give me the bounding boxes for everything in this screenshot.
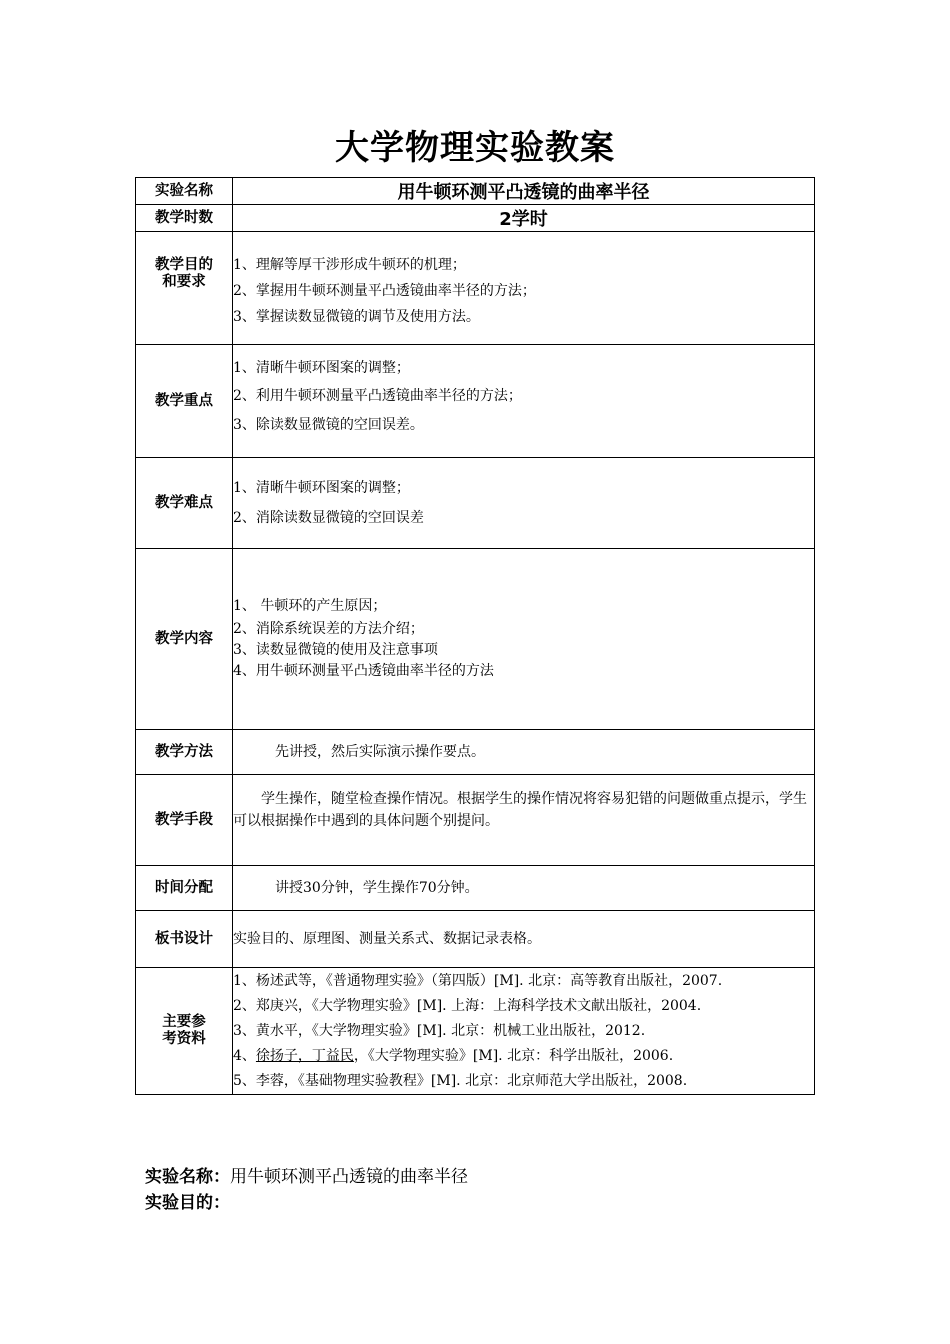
row-references xyxy=(136,968,815,1095)
label-means: 教学手段 xyxy=(136,775,233,866)
key-point-item: 3、除读数显微镜的空回误差。 xyxy=(233,417,424,433)
experiment-footer xyxy=(145,1164,468,1216)
label-key-points: 教学重点 xyxy=(136,345,233,458)
footer-purpose-label: 实验目的： xyxy=(145,1193,230,1213)
label-time: 时间分配 xyxy=(136,866,233,911)
label-method: 教学方法 xyxy=(136,730,233,775)
row-difficulties xyxy=(136,458,815,549)
key-point-item: 2、利用牛顿环测量平凸透镜曲率半径的方法； xyxy=(233,388,522,404)
reference-prefix: 4、 xyxy=(233,1048,256,1064)
teaching-hours-value: 2学时 xyxy=(233,205,815,232)
row-teaching-hours xyxy=(136,205,815,232)
reference-item: 2、郑庚兴，《大学物理实验》[M]. 上海：上海科学技术文献出版社，2004. xyxy=(233,998,702,1014)
footer-purpose-line xyxy=(145,1190,468,1216)
experiment-name-value: 用牛顿环测平凸透镜的曲率半径 xyxy=(233,178,815,205)
label-teaching-hours: 教学时数 xyxy=(136,205,233,232)
means-text: 学生操作，随堂检查操作情况。根据学生的操作情况将容易犯错的问题做重点提示，学生可以根据操作中遇到的具体问题个别提问。 xyxy=(233,791,807,829)
label-content: 教学内容 xyxy=(136,549,233,730)
goal-item: 3、掌握读数显微镜的调节及使用方法。 xyxy=(233,309,480,325)
reference-authors: 徐扬子，丁益民 xyxy=(255,1048,354,1064)
difficulty-item: 1、清晰牛顿环图案的调整； xyxy=(233,480,410,496)
time-text: 讲授30分钟，学生操作70分钟。 xyxy=(275,880,479,896)
row-key-points xyxy=(136,345,815,458)
row-means xyxy=(136,775,815,866)
label-references xyxy=(136,968,233,1095)
label-goals xyxy=(136,232,233,345)
footer-name-label: 实验名称： xyxy=(145,1167,230,1187)
lesson-plan-table xyxy=(135,177,815,1095)
reference-rest: ，《大学物理实验》[M]. 北京：科学出版社，2006. xyxy=(353,1048,674,1064)
difficulty-item: 2、消除读数显微镜的空回误差 xyxy=(233,510,424,526)
goal-item: 2、掌握用牛顿环测量平凸透镜曲率半径的方法； xyxy=(233,283,536,299)
footer-name-value: 用牛顿环测平凸透镜的曲率半径 xyxy=(230,1167,468,1187)
content-items xyxy=(233,549,815,730)
board-content xyxy=(233,911,815,968)
content-item: 3、读数显微镜的使用及注意事项 xyxy=(233,641,438,658)
row-board xyxy=(136,911,815,968)
label-goals-line-1: 教学目的 xyxy=(155,257,213,273)
row-content xyxy=(136,549,815,730)
label-goals-line-2: 和要求 xyxy=(162,274,206,290)
time-content xyxy=(233,866,815,911)
label-references-line-1: 主要参 xyxy=(162,1014,206,1030)
reference-item: 3、黄水平，《大学物理实验》[M]. 北京：机械工业出版社，2012. xyxy=(233,1023,646,1039)
goal-item: 1、理解等厚干涉形成牛顿环的机理； xyxy=(233,257,466,273)
row-goals xyxy=(136,232,815,345)
reference-item: 5、李蓉，《基础物理实验教程》[M]. 北京：北京师范大学出版社，2008. xyxy=(233,1073,688,1089)
difficulties-content xyxy=(233,458,815,549)
board-text: 实验目的、原理图、测量关系式、数据记录表格。 xyxy=(233,931,541,947)
content-item: 4、用牛顿环测量平凸透镜曲率半径的方法 xyxy=(233,662,494,679)
goals-content xyxy=(233,232,815,345)
label-references-line-2: 考资料 xyxy=(162,1031,206,1047)
label-board: 板书设计 xyxy=(136,911,233,968)
method-content xyxy=(233,730,815,775)
row-experiment-name xyxy=(136,178,815,205)
key-point-item: 1、清晰牛顿环图案的调整； xyxy=(233,360,410,376)
reference-item xyxy=(233,1044,814,1069)
key-points-content xyxy=(233,345,815,458)
footer-name-line xyxy=(145,1164,468,1190)
row-time xyxy=(136,866,815,911)
references-content xyxy=(233,968,815,1095)
label-experiment-name: 实验名称 xyxy=(136,178,233,205)
row-method xyxy=(136,730,815,775)
label-difficulties: 教学难点 xyxy=(136,458,233,549)
reference-item: 1、杨述武等，《普通物理实验》（第四版）[M]. 北京：高等教育出版社，2007. xyxy=(233,973,723,989)
document-title: 大学物理实验教案 xyxy=(335,128,615,168)
method-text: 先讲授，然后实际演示操作要点。 xyxy=(275,744,485,760)
content-item: 1、 牛顿环的产生原因； xyxy=(233,597,387,614)
means-content xyxy=(233,775,815,866)
content-item: 2、消除系统误差的方法介绍； xyxy=(233,620,424,637)
